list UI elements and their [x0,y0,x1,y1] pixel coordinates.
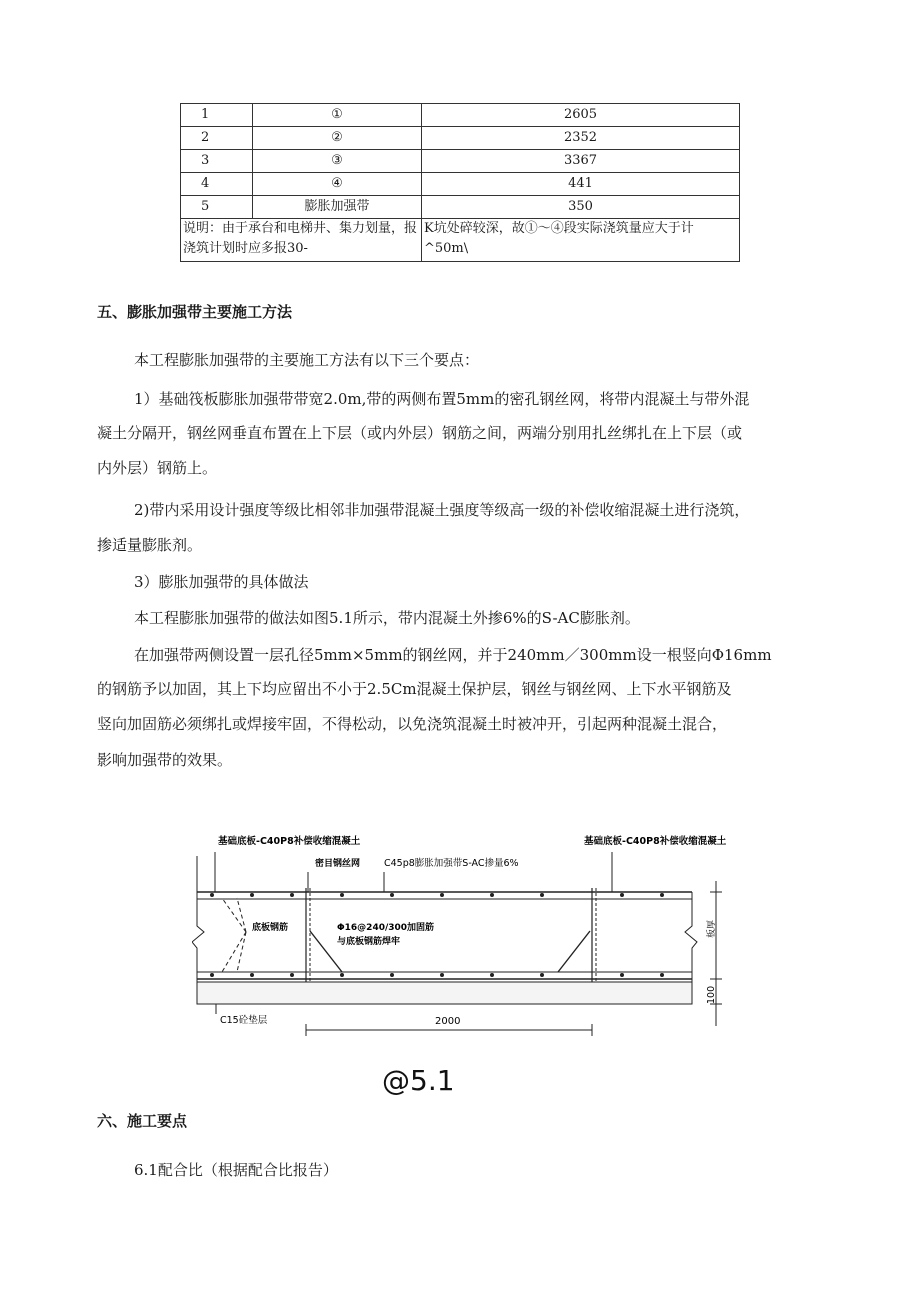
segment-name: ② [253,127,422,150]
table-note-right: K坑处碎较深，故①～④段实际浇筑量应大于计^50m\ [422,219,740,262]
para2-line1: 2)带内采用设计强度等级比相邻非加强带混凝土强度等级高一级的补偿收缩混凝土进行浇筑， [134,501,750,519]
para5-line3: 竖向加固筋必须绑扎或焊接牢固，不得松动，以免浇筑混凝土时被冲开，引起两种混凝土混合， [97,715,728,733]
row-number: 3 [181,150,253,173]
table-note-row [181,219,740,262]
rebar-leaders [222,898,246,972]
table-row [181,196,740,219]
segment-name: ④ [253,173,422,196]
volume-value: 350 [422,196,740,219]
cushion-layer [197,982,692,1004]
figure-caption: @5.1 [382,1064,455,1097]
figure-5-1 [192,826,732,1046]
segment-name: 膨胀加强带 [253,196,422,219]
para1-line2: 凝土分隔开，钢丝网垂直布置在上下层（或内外层）钢筋之间，两端分别用扎丝绑扎在上下层（或 [97,424,743,442]
para1-line3: 内外层）钢筋上。 [97,459,218,477]
label-band: C45p8膨胀加强带S-AC掺量6% [384,858,519,869]
segment-name: ① [253,104,422,127]
para2-line2: 掺适量膨胀剂。 [97,536,203,554]
section6-heading: 六、施工要点 [97,1112,188,1130]
table-row [181,127,740,150]
table-row [181,150,740,173]
para4: 本工程膨胀加强带的做法如图5.1所示，带内混凝土外掺6%的S-AC膨胀剂。 [134,609,640,627]
label-thickness: 板厚 [707,919,717,938]
row-number: 5 [181,196,253,219]
right-stiffener-bar [558,931,590,972]
label-mesh: 密目钢丝网 [315,859,361,869]
volume-value: 441 [422,173,740,196]
row-number: 1 [181,104,253,127]
para5-line1: 在加强带两侧设置一层孔径5mm×5mm的钢丝网，并于240mm／300mm设一根竖向Φ16mm [134,646,772,664]
pour-volume-table [180,103,740,262]
label-right-top: 基础底板-C40P8补偿收缩混凝土 [584,836,727,847]
volume-value: 2352 [422,127,740,150]
label-left-top: 基础底板-C40P8补偿收缩混凝土 [218,836,361,847]
label-cushion: C15砼垫层 [220,1015,268,1026]
label-100: 100 [706,985,717,1004]
label-stiffener-1: Φ16@240/300加固筋 [337,923,435,933]
para5-line4: 影响加强带的效果。 [97,751,233,769]
para3: 3）膨胀加强带的具体做法 [134,573,309,591]
table-note-left: 说明：由于承台和电梯井、集力划量，报浇筑计划时应多报30- [181,219,422,262]
row-number: 4 [181,173,253,196]
table-row [181,173,740,196]
para1-line1: 1）基础筏板膨胀加强带带宽2.0m,带的两侧布置5mm的密孔钢丝网，将带内混凝土与带外混 [134,390,750,408]
label-stiffener-2: 与底板钢筋焊牢 [337,937,401,947]
segment-name: ③ [253,150,422,173]
label-rebar: 底板钢筋 [252,923,289,933]
section5-heading: 五、膨胀加强带主要施工方法 [97,303,293,321]
section6-para1: 6.1配合比（根据配合比报告） [134,1161,338,1179]
row-number: 2 [181,127,253,150]
label-width: 2000 [435,1016,461,1027]
volume-value: 2605 [422,104,740,127]
para5-line2: 的钢筋予以加固，其上下均应留出不小于2.5Cm混凝土保护层，钢丝与钢丝网、上下水平钢筋及 [97,680,732,698]
expansion-band-diagram [192,826,732,1046]
table-row [181,104,740,127]
section5-intro: 本工程膨胀加强带的主要施工方法有以下三个要点： [134,351,480,369]
volume-value: 3367 [422,150,740,173]
